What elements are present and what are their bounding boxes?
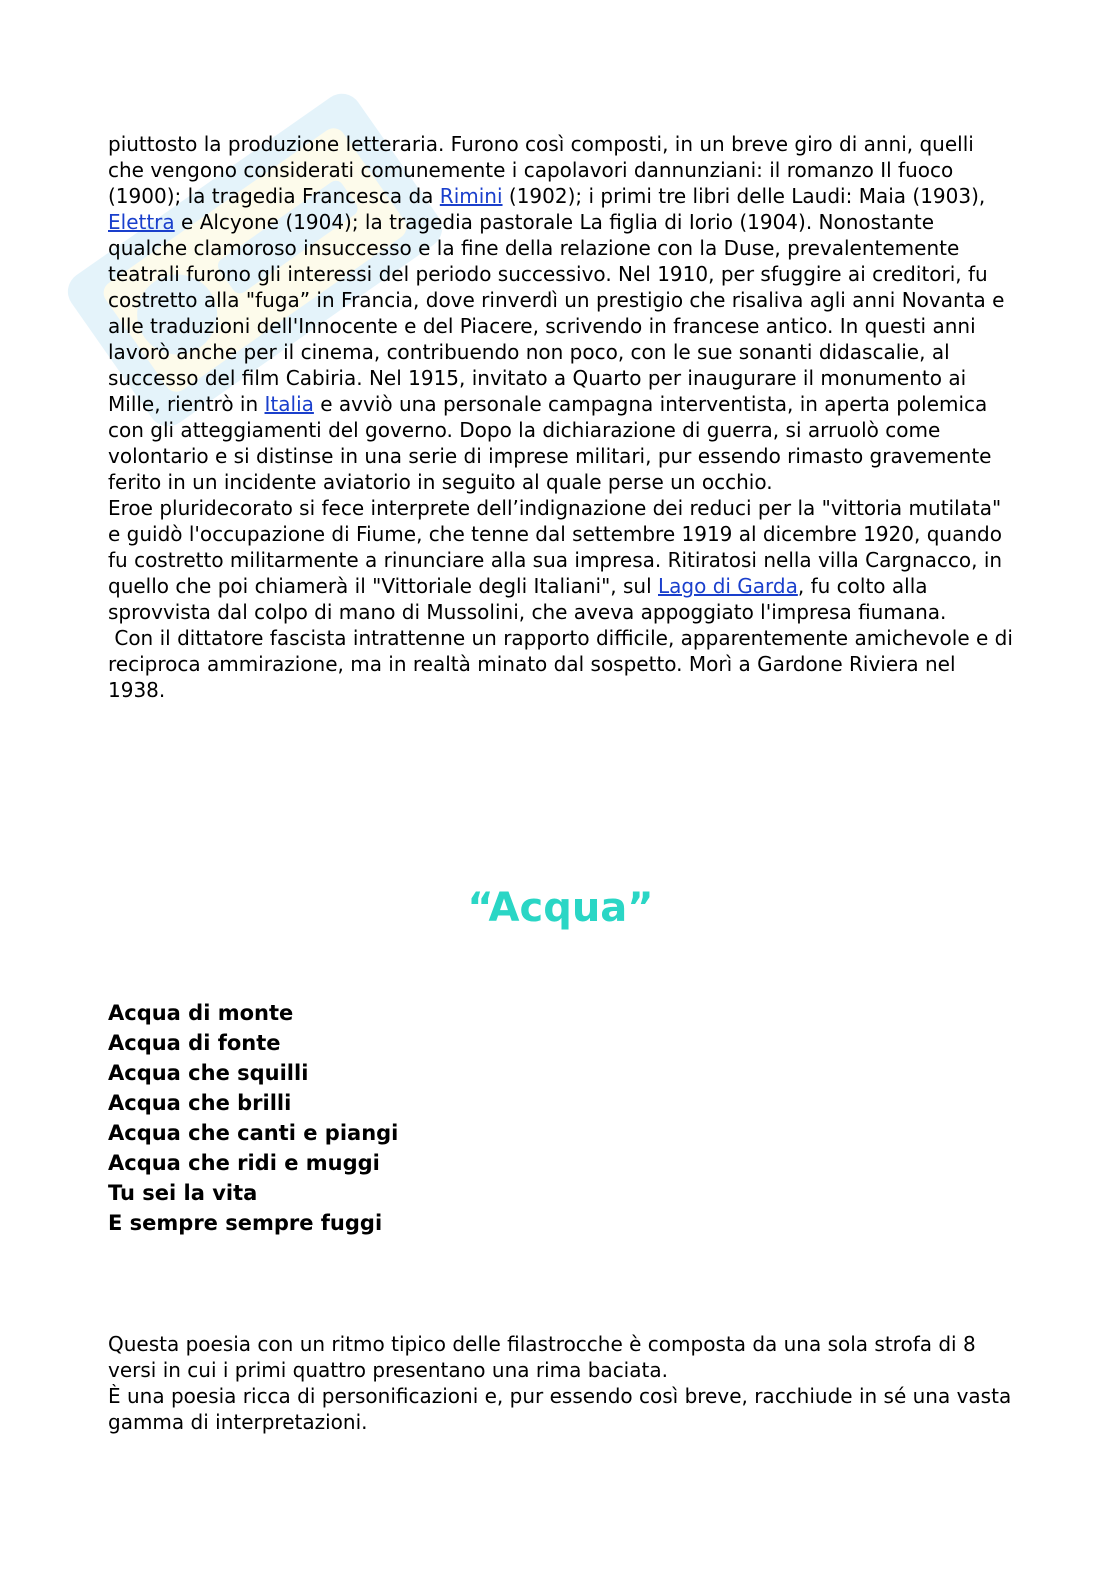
biography-text — [108, 131, 1020, 703]
poem-title: “Acqua” — [467, 885, 654, 931]
poem-verse: Acqua di fonte — [108, 1031, 281, 1055]
commentary-paragraph-2: È una poesia ricca di personificazioni e, pur essendo così breve, racchiude in sé una vasta gamma di interpretazioni. — [108, 1384, 1012, 1434]
poem-verse: Acqua che squilli — [108, 1061, 309, 1085]
poem-verse: Tu sei la vita — [108, 1181, 258, 1205]
link-elettra[interactable]: Elettra — [108, 210, 175, 234]
poem-verse: Acqua che brilli — [108, 1091, 292, 1115]
poem-verse: Acqua che ridi e muggi — [108, 1151, 380, 1175]
biography-paragraph-1: piuttosto la produzione letteraria. Furono così composti, in un breve giro di anni, quelli che vengono considerati comunemente i capolavori dannunziani: il romanzo Il fuoco (1900); la tragedia Francesca da Rimini (1902); i primi tre libri delle Laudi: Maia (1903), Elettra e Alcyone (1904); la tragedia pastorale La figlia di Iorio (1904). Nonostante qualche clamoroso insuccesso e la fine della relazione con la Duse, prevalentemente teatrali furono gli interessi del periodo successivo. Nel 1910, per sfuggire ai creditori, fu costretto alla "fuga” in Francia, dove rinverdì un prestigio che risaliva agli anni Novanta e alle traduzioni dell'Innocente e del Piacere, scrivendo in francese antico. In questi anni lavorò anche per il cinema, contribuendo non poco, con le sue sonanti didascalie, al successo del film Cabiria. Nel 1915, invitato a Quarto per inaugurare il monumento ai Mille, rientrò in Italia e avviò una personale campagna interventista, in aperta polemica con gli atteggiamenti del governo. Dopo la dichiarazione di guerra, si arruolò come volontario e si distinse in una serie di imprese militari, pur essendo rimasto gravemente ferito in un incidente aviatorio in seguito al quale perse un occhio. — [108, 132, 1005, 494]
biography-paragraph-3: Con il dittatore fascista intrattenne un rapporto difficile, apparentemente amichevole e di reciproca ammirazione, ma in realtà minato dal sospetto. Morì a Gardone Riviera nel 1938. — [108, 626, 1020, 702]
link-lago-di-garda[interactable]: Lago di Garda — [658, 574, 798, 598]
poem-verse: E sempre sempre fuggi — [108, 1211, 383, 1235]
link-italia[interactable]: Italia — [264, 392, 314, 416]
commentary-paragraph-1: Questa poesia con un ritmo tipico delle filastrocche è composta da una sola strofa di 8 versi in cui i primi quattro presentano una rima baciata. — [108, 1332, 976, 1382]
poem-verse: Acqua che canti e piangi — [108, 1121, 399, 1145]
poem-verses — [108, 998, 1013, 1238]
poem-verse: Acqua di monte — [108, 1001, 294, 1025]
biography-paragraph-2: Eroe pluridecorato si fece interprete dell’indignazione dei reduci per la "vittoria mutilata" e guidò l'occupazione di Fiume, che tenne dal settembre 1919 al dicembre 1920, quando fu costretto militarmente a rinunciare alla sua impresa. Ritiratosi nella villa Cargnacco, in quello che poi chiamerà il "Vittoriale degli Italiani", sul Lago di Garda, fu colto alla sprovvista dal colpo di mano di Mussolini, che aveva appoggiato l'impresa fiumana. — [108, 496, 1003, 624]
link-rimini[interactable]: Rimini — [439, 184, 503, 208]
poem-commentary — [108, 1331, 1013, 1435]
